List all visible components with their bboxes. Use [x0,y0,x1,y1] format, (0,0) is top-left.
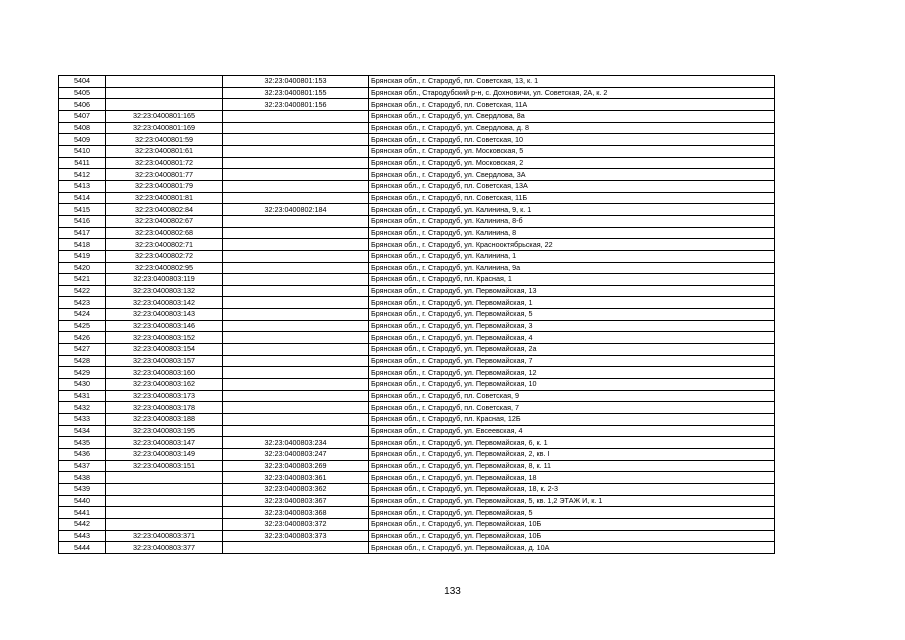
row-number-cell: 5431 [59,390,106,402]
parcel-cadastral-cell: 32:23:0400803:154 [106,344,223,356]
building-cadastral-cell [223,344,369,356]
address-cell: Брянская обл., г. Стародуб, ул. Калинина, 9а [369,262,775,274]
address-cell: Брянская обл., Стародубский р-н, с. Дохновичи, ул. Советская, 2А, к. 2 [369,87,775,99]
address-cell: Брянская обл., г. Стародуб, ул. Калинина, 8 [369,227,775,239]
table-row [59,180,775,192]
parcel-cadastral-cell: 32:23:0400803:146 [106,320,223,332]
row-number-cell: 5423 [59,297,106,309]
parcel-cadastral-cell: 32:23:0400802:84 [106,204,223,216]
row-number-cell: 5413 [59,180,106,192]
table-row [59,483,775,495]
building-cadastral-cell [223,414,369,426]
building-cadastral-cell [223,402,369,414]
row-number-cell: 5405 [59,87,106,99]
building-cadastral-cell [223,157,369,169]
address-cell: Брянская обл., г. Стародуб, ул. Первомайская, 10Б [369,518,775,530]
address-cell: Брянская обл., г. Стародуб, ул. Московская, 2 [369,157,775,169]
address-cell: Брянская обл., г. Стародуб, ул. Свердлова, 8а [369,110,775,122]
address-cell: Брянская обл., г. Стародуб, ул. Евсеевская, 4 [369,425,775,437]
table-row [59,320,775,332]
building-cadastral-cell: 32:23:0400803:373 [223,530,369,542]
row-number-cell: 5408 [59,122,106,134]
building-cadastral-cell: 32:23:0400802:184 [223,204,369,216]
table-row [59,332,775,344]
row-number-cell: 5421 [59,274,106,286]
table-row [59,402,775,414]
row-number-cell: 5439 [59,483,106,495]
building-cadastral-cell [223,192,369,204]
address-cell: Брянская обл., г. Стародуб, ул. Первомайская, 1 [369,297,775,309]
parcel-cadastral-cell: 32:23:0400803:147 [106,437,223,449]
page-number: 133 [444,586,461,597]
row-number-cell: 5407 [59,110,106,122]
building-cadastral-cell [223,134,369,146]
table-row [59,239,775,251]
row-number-cell: 5415 [59,204,106,216]
building-cadastral-cell [223,285,369,297]
row-number-cell: 5437 [59,460,106,472]
building-cadastral-cell [223,262,369,274]
table-row [59,87,775,99]
address-cell: Брянская обл., г. Стародуб, пл. Советская, 13А [369,180,775,192]
address-cell: Брянская обл., г. Стародуб, ул. Свердлова, 3А [369,169,775,181]
row-number-cell: 5427 [59,344,106,356]
address-cell: Брянская обл., г. Стародуб, ул. Первомайская, 2, кв. I [369,449,775,461]
parcel-cadastral-cell: 32:23:0400801:165 [106,110,223,122]
building-cadastral-cell [223,355,369,367]
table-row [59,437,775,449]
parcel-cadastral-cell: 32:23:0400801:77 [106,169,223,181]
building-cadastral-cell [223,122,369,134]
row-number-cell: 5412 [59,169,106,181]
table-row [59,274,775,286]
row-number-cell: 5429 [59,367,106,379]
parcel-cadastral-cell: 32:23:0400803:149 [106,449,223,461]
row-number-cell: 5425 [59,320,106,332]
table-row [59,227,775,239]
address-cell: Брянская обл., г. Стародуб, пл. Советская, 9 [369,390,775,402]
parcel-cadastral-cell: 32:23:0400802:95 [106,262,223,274]
parcel-cadastral-cell [106,87,223,99]
row-number-cell: 5410 [59,145,106,157]
address-cell: Брянская обл., г. Стародуб, пл. Советская, 10 [369,134,775,146]
parcel-cadastral-cell: 32:23:0400803:119 [106,274,223,286]
building-cadastral-cell [223,390,369,402]
row-number-cell: 5418 [59,239,106,251]
table-row [59,309,775,321]
building-cadastral-cell [223,145,369,157]
table-row [59,110,775,122]
address-cell: Брянская обл., г. Стародуб, ул. Свердлова, д. 8 [369,122,775,134]
table-row [59,507,775,519]
row-number-cell: 5414 [59,192,106,204]
parcel-cadastral-cell [106,495,223,507]
table-row [59,460,775,472]
address-cell: Брянская обл., г. Стародуб, ул. Краснооктябрьская, 22 [369,239,775,251]
address-cell: Брянская обл., г. Стародуб, ул. Первомайская, 10 [369,379,775,391]
parcel-cadastral-cell: 32:23:0400803:152 [106,332,223,344]
parcel-cadastral-cell: 32:23:0400803:371 [106,530,223,542]
table-row [59,414,775,426]
parcel-cadastral-cell: 32:23:0400801:61 [106,145,223,157]
building-cadastral-cell: 32:23:0400801:155 [223,87,369,99]
table-row [59,518,775,530]
row-number-cell: 5409 [59,134,106,146]
building-cadastral-cell [223,169,369,181]
address-cell: Брянская обл., г. Стародуб, ул. Первомайская, 18, к. 2-3 [369,483,775,495]
row-number-cell: 5419 [59,250,106,262]
table-row [59,355,775,367]
row-number-cell: 5411 [59,157,106,169]
row-number-cell: 5422 [59,285,106,297]
table-row [59,99,775,111]
table-row [59,262,775,274]
row-number-cell: 5444 [59,542,106,554]
parcel-cadastral-cell: 32:23:0400801:72 [106,157,223,169]
building-cadastral-cell: 32:23:0400803:361 [223,472,369,484]
table-row [59,157,775,169]
address-cell: Брянская обл., г. Стародуб, пл. Красная, 12Б [369,414,775,426]
address-cell: Брянская обл., г. Стародуб, ул. Первомайская, 7 [369,355,775,367]
building-cadastral-cell [223,274,369,286]
row-number-cell: 5417 [59,227,106,239]
row-number-cell: 5435 [59,437,106,449]
row-number-cell: 5430 [59,379,106,391]
table-row [59,449,775,461]
parcel-cadastral-cell [106,472,223,484]
parcel-cadastral-cell [106,99,223,111]
building-cadastral-cell [223,215,369,227]
building-cadastral-cell: 32:23:0400801:153 [223,76,369,88]
address-cell: Брянская обл., г. Стародуб, ул. Калинина, 1 [369,250,775,262]
table-row [59,344,775,356]
row-number-cell: 5432 [59,402,106,414]
parcel-cadastral-cell [106,76,223,88]
parcel-cadastral-cell [106,518,223,530]
address-cell: Брянская обл., г. Стародуб, ул. Первомайская, 3 [369,320,775,332]
parcel-cadastral-cell [106,507,223,519]
building-cadastral-cell: 32:23:0400803:362 [223,483,369,495]
table-row [59,204,775,216]
table-row [59,367,775,379]
address-cell: Брянская обл., г. Стародуб, ул. Калинина, 8-б [369,215,775,227]
table-row [59,145,775,157]
building-cadastral-cell [223,332,369,344]
row-number-cell: 5424 [59,309,106,321]
parcel-cadastral-cell: 32:23:0400803:142 [106,297,223,309]
parcel-cadastral-cell: 32:23:0400803:188 [106,414,223,426]
table-row [59,390,775,402]
address-cell: Брянская обл., г. Стародуб, ул. Первомайская, 4 [369,332,775,344]
address-cell: Брянская обл., г. Стародуб, ул. Первомайская, 13 [369,285,775,297]
row-number-cell: 5428 [59,355,106,367]
parcel-cadastral-cell: 32:23:0400803:377 [106,542,223,554]
address-cell: Брянская обл., г. Стародуб, ул. Первомайская, 5 [369,507,775,519]
building-cadastral-cell [223,110,369,122]
address-cell: Брянская обл., г. Стародуб, пл. Советская, 13, к. 1 [369,76,775,88]
parcel-cadastral-cell: 32:23:0400803:151 [106,460,223,472]
building-cadastral-cell [223,367,369,379]
row-number-cell: 5416 [59,215,106,227]
parcel-cadastral-cell: 32:23:0400801:59 [106,134,223,146]
building-cadastral-cell [223,239,369,251]
address-cell: Брянская обл., г. Стародуб, пл. Советская, 11Б [369,192,775,204]
building-cadastral-cell: 32:23:0400803:247 [223,449,369,461]
row-number-cell: 5426 [59,332,106,344]
parcel-cadastral-cell: 32:23:0400803:173 [106,390,223,402]
parcel-cadastral-cell: 32:23:0400802:72 [106,250,223,262]
table-row [59,297,775,309]
parcel-cadastral-cell: 32:23:0400802:67 [106,215,223,227]
building-cadastral-cell [223,425,369,437]
address-cell: Брянская обл., г. Стародуб, ул. Первомайская, 5 [369,309,775,321]
address-cell: Брянская обл., г. Стародуб, ул. Первомайская, д. 10А [369,542,775,554]
address-cell: Брянская обл., г. Стародуб, ул. Первомайская, 2а [369,344,775,356]
parcel-cadastral-cell: 32:23:0400803:162 [106,379,223,391]
address-cell: Брянская обл., г. Стародуб, ул. Первомайская, 18 [369,472,775,484]
address-cell: Брянская обл., г. Стародуб, ул. Калинина, 9, к. 1 [369,204,775,216]
building-cadastral-cell [223,379,369,391]
table-row [59,215,775,227]
table-row [59,530,775,542]
parcel-cadastral-cell: 32:23:0400801:79 [106,180,223,192]
address-cell: Брянская обл., г. Стародуб, пл. Советская, 7 [369,402,775,414]
parcel-cadastral-cell: 32:23:0400803:157 [106,355,223,367]
building-cadastral-cell [223,180,369,192]
building-cadastral-cell [223,309,369,321]
table-row [59,542,775,554]
table-row [59,192,775,204]
building-cadastral-cell [223,250,369,262]
row-number-cell: 5440 [59,495,106,507]
address-cell: Брянская обл., г. Стародуб, ул. Первомайская, 6, к. 1 [369,437,775,449]
table-row [59,472,775,484]
building-cadastral-cell: 32:23:0400803:368 [223,507,369,519]
row-number-cell: 5443 [59,530,106,542]
table-row [59,379,775,391]
table-row [59,76,775,88]
row-number-cell: 5442 [59,518,106,530]
table-row [59,134,775,146]
table-row [59,250,775,262]
row-number-cell: 5433 [59,414,106,426]
table-row [59,425,775,437]
parcel-cadastral-cell: 32:23:0400803:195 [106,425,223,437]
building-cadastral-cell [223,542,369,554]
address-cell: Брянская обл., г. Стародуб, пл. Советская, 11А [369,99,775,111]
row-number-cell: 5438 [59,472,106,484]
building-cadastral-cell: 32:23:0400803:372 [223,518,369,530]
building-cadastral-cell [223,320,369,332]
parcel-cadastral-cell [106,483,223,495]
building-cadastral-cell: 32:23:0400803:367 [223,495,369,507]
row-number-cell: 5406 [59,99,106,111]
building-cadastral-cell [223,297,369,309]
registry-table-body [59,76,775,554]
table-row [59,495,775,507]
parcel-cadastral-cell: 32:23:0400803:132 [106,285,223,297]
parcel-cadastral-cell: 32:23:0400802:71 [106,239,223,251]
row-number-cell: 5436 [59,449,106,461]
building-cadastral-cell: 32:23:0400801:156 [223,99,369,111]
parcel-cadastral-cell: 32:23:0400802:68 [106,227,223,239]
address-cell: Брянская обл., г. Стародуб, ул. Первомайская, 10Б [369,530,775,542]
table-row [59,169,775,181]
building-cadastral-cell: 32:23:0400803:234 [223,437,369,449]
building-cadastral-cell [223,227,369,239]
parcel-cadastral-cell: 32:23:0400803:160 [106,367,223,379]
row-number-cell: 5441 [59,507,106,519]
table-row [59,122,775,134]
parcel-cadastral-cell: 32:23:0400803:178 [106,402,223,414]
parcel-cadastral-cell: 32:23:0400801:81 [106,192,223,204]
address-cell: Брянская обл., г. Стародуб, ул. Первомайская, 12 [369,367,775,379]
building-cadastral-cell: 32:23:0400803:269 [223,460,369,472]
row-number-cell: 5404 [59,76,106,88]
address-cell: Брянская обл., г. Стародуб, ул. Первомайская, 8, к. 11 [369,460,775,472]
row-number-cell: 5420 [59,262,106,274]
address-cell: Брянская обл., г. Стародуб, пл. Красная, 1 [369,274,775,286]
parcel-cadastral-cell: 32:23:0400801:169 [106,122,223,134]
parcel-cadastral-cell: 32:23:0400803:143 [106,309,223,321]
table-row [59,285,775,297]
registry-table [58,75,775,554]
row-number-cell: 5434 [59,425,106,437]
address-cell: Брянская обл., г. Стародуб, ул. Московская, 5 [369,145,775,157]
address-cell: Брянская обл., г. Стародуб, ул. Первомайская, 5, кв. 1,2 ЭТАЖ И, к. 1 [369,495,775,507]
